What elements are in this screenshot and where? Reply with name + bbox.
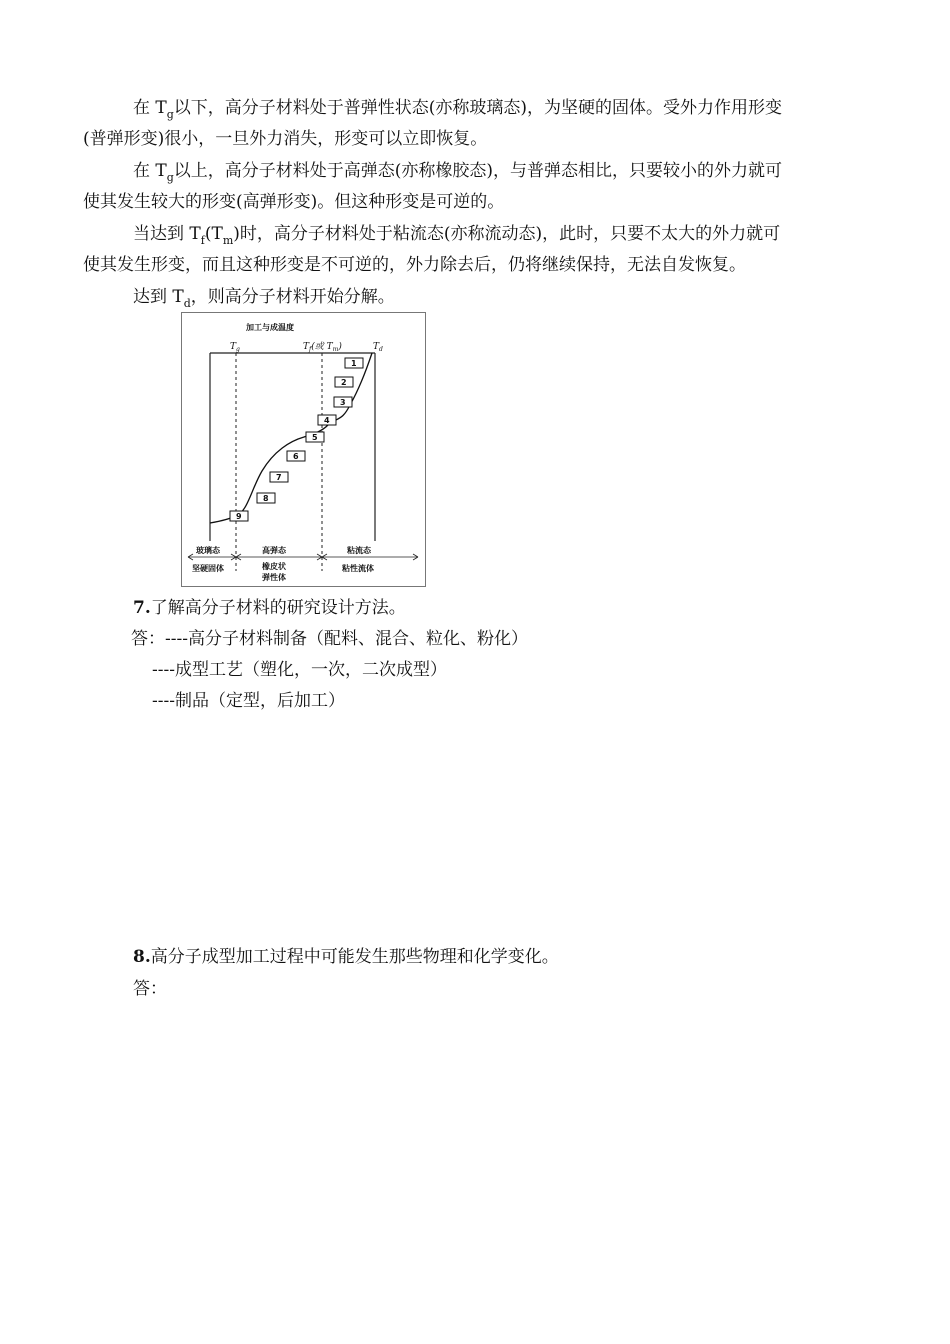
- svg-text:5: 5: [312, 433, 318, 442]
- paragraph-1-line-2: (普弹形变)很小，一旦外力消失，形变可以立即恢复。: [83, 129, 488, 149]
- tf-label: $T_f$(或 $T_m$): [303, 342, 342, 353]
- text: 达到 T: [133, 287, 184, 307]
- region-rubbery-state: 高弹态: [262, 546, 286, 555]
- tg-label: $T_g$: [230, 342, 240, 353]
- question-7-answer-line-1: [131, 628, 528, 650]
- paragraph-1-line-1: [133, 97, 782, 119]
- figure-title: 加工与成温度: [246, 323, 294, 332]
- region-glassy-state: 玻璃态: [196, 546, 220, 555]
- question-7-answer-line-3: ----制品（定型，后加工）: [152, 691, 345, 711]
- box-6: [287, 451, 305, 461]
- box-4: [318, 415, 336, 425]
- svg-text:6: 6: [293, 452, 299, 461]
- question-7-answer-line-2: ----成型工艺（塑化，一次，二次成型）: [152, 660, 447, 680]
- answer-text: ----高分子材料制备（配料、混合、粒化、粉化）: [165, 629, 528, 649]
- svg-text:2: 2: [341, 378, 347, 387]
- svg-text:4: 4: [324, 416, 330, 425]
- answer-label: 答：: [131, 629, 165, 649]
- paragraph-2-line-1: [133, 160, 782, 182]
- subscript: m: [222, 234, 234, 247]
- box-3: [334, 397, 352, 407]
- subscript: g: [166, 171, 174, 184]
- text: ，则高分子材料开始分解。: [190, 287, 395, 307]
- paragraph-2-line-2: 使其发生较大的形变(高弹形变)。但这种形变是可逆的。: [83, 192, 505, 212]
- box-7: [270, 472, 288, 482]
- box-2: [335, 377, 353, 387]
- paragraph-3-line-2: 使其发生形变，而且这种形变是不可逆的，外力除去后，仍将继续保持，无法自发恢复。: [83, 255, 746, 275]
- box-8: [257, 493, 275, 503]
- box-5: [306, 432, 324, 442]
- subscript: f: [200, 234, 205, 247]
- text: )时，高分子材料处于粘流态(亦称流动态)，此时，只要不太大的外力就可: [233, 224, 781, 244]
- question-7-heading: [133, 597, 406, 619]
- text: 在 T: [133, 98, 167, 118]
- svg-text:1: 1: [351, 359, 357, 368]
- question-number: 8.: [133, 947, 151, 967]
- text: 在 T: [133, 161, 167, 181]
- region-rubbery-desc-2: 弹性体: [262, 573, 286, 582]
- figure-svg: [182, 313, 427, 588]
- question-8-heading: [133, 946, 559, 968]
- svg-text:3: 3: [340, 398, 346, 407]
- td-label: $T_d$: [373, 342, 383, 353]
- deformation-temperature-figure: [181, 312, 426, 587]
- region-rubbery-desc: 橡皮状: [262, 562, 286, 571]
- text: (T: [204, 224, 223, 244]
- question-number: 7.: [133, 598, 151, 618]
- box-9: [230, 511, 248, 521]
- question-title: 了解高分子材料的研究设计方法。: [150, 598, 406, 618]
- subscript: g: [166, 108, 174, 121]
- region-glassy-desc: 坚硬固体: [192, 564, 224, 573]
- region-viscous-desc: 粘性流体: [342, 564, 374, 573]
- svg-text:7: 7: [276, 473, 282, 482]
- svg-text:9: 9: [236, 512, 242, 521]
- region-viscous-state: 粘流态: [347, 546, 371, 555]
- question-title: 高分子成型加工过程中可能发生那些物理和化学变化。: [150, 947, 559, 967]
- text: 当达到 T: [133, 224, 201, 244]
- text: 以下，高分子材料处于普弹性状态(亦称玻璃态)，为坚硬的固体。受外力作用形变: [173, 98, 783, 118]
- text: 以上，高分子材料处于高弹态(亦称橡胶态)，与普弹态相比，只要较小的外力就可: [173, 161, 783, 181]
- box-1: [345, 358, 363, 368]
- svg-text:8: 8: [263, 494, 269, 503]
- paragraph-4-line-1: [133, 286, 395, 308]
- paragraph-3-line-1: [133, 223, 780, 245]
- subscript: d: [183, 297, 191, 310]
- question-8-answer-label: 答：: [133, 979, 167, 999]
